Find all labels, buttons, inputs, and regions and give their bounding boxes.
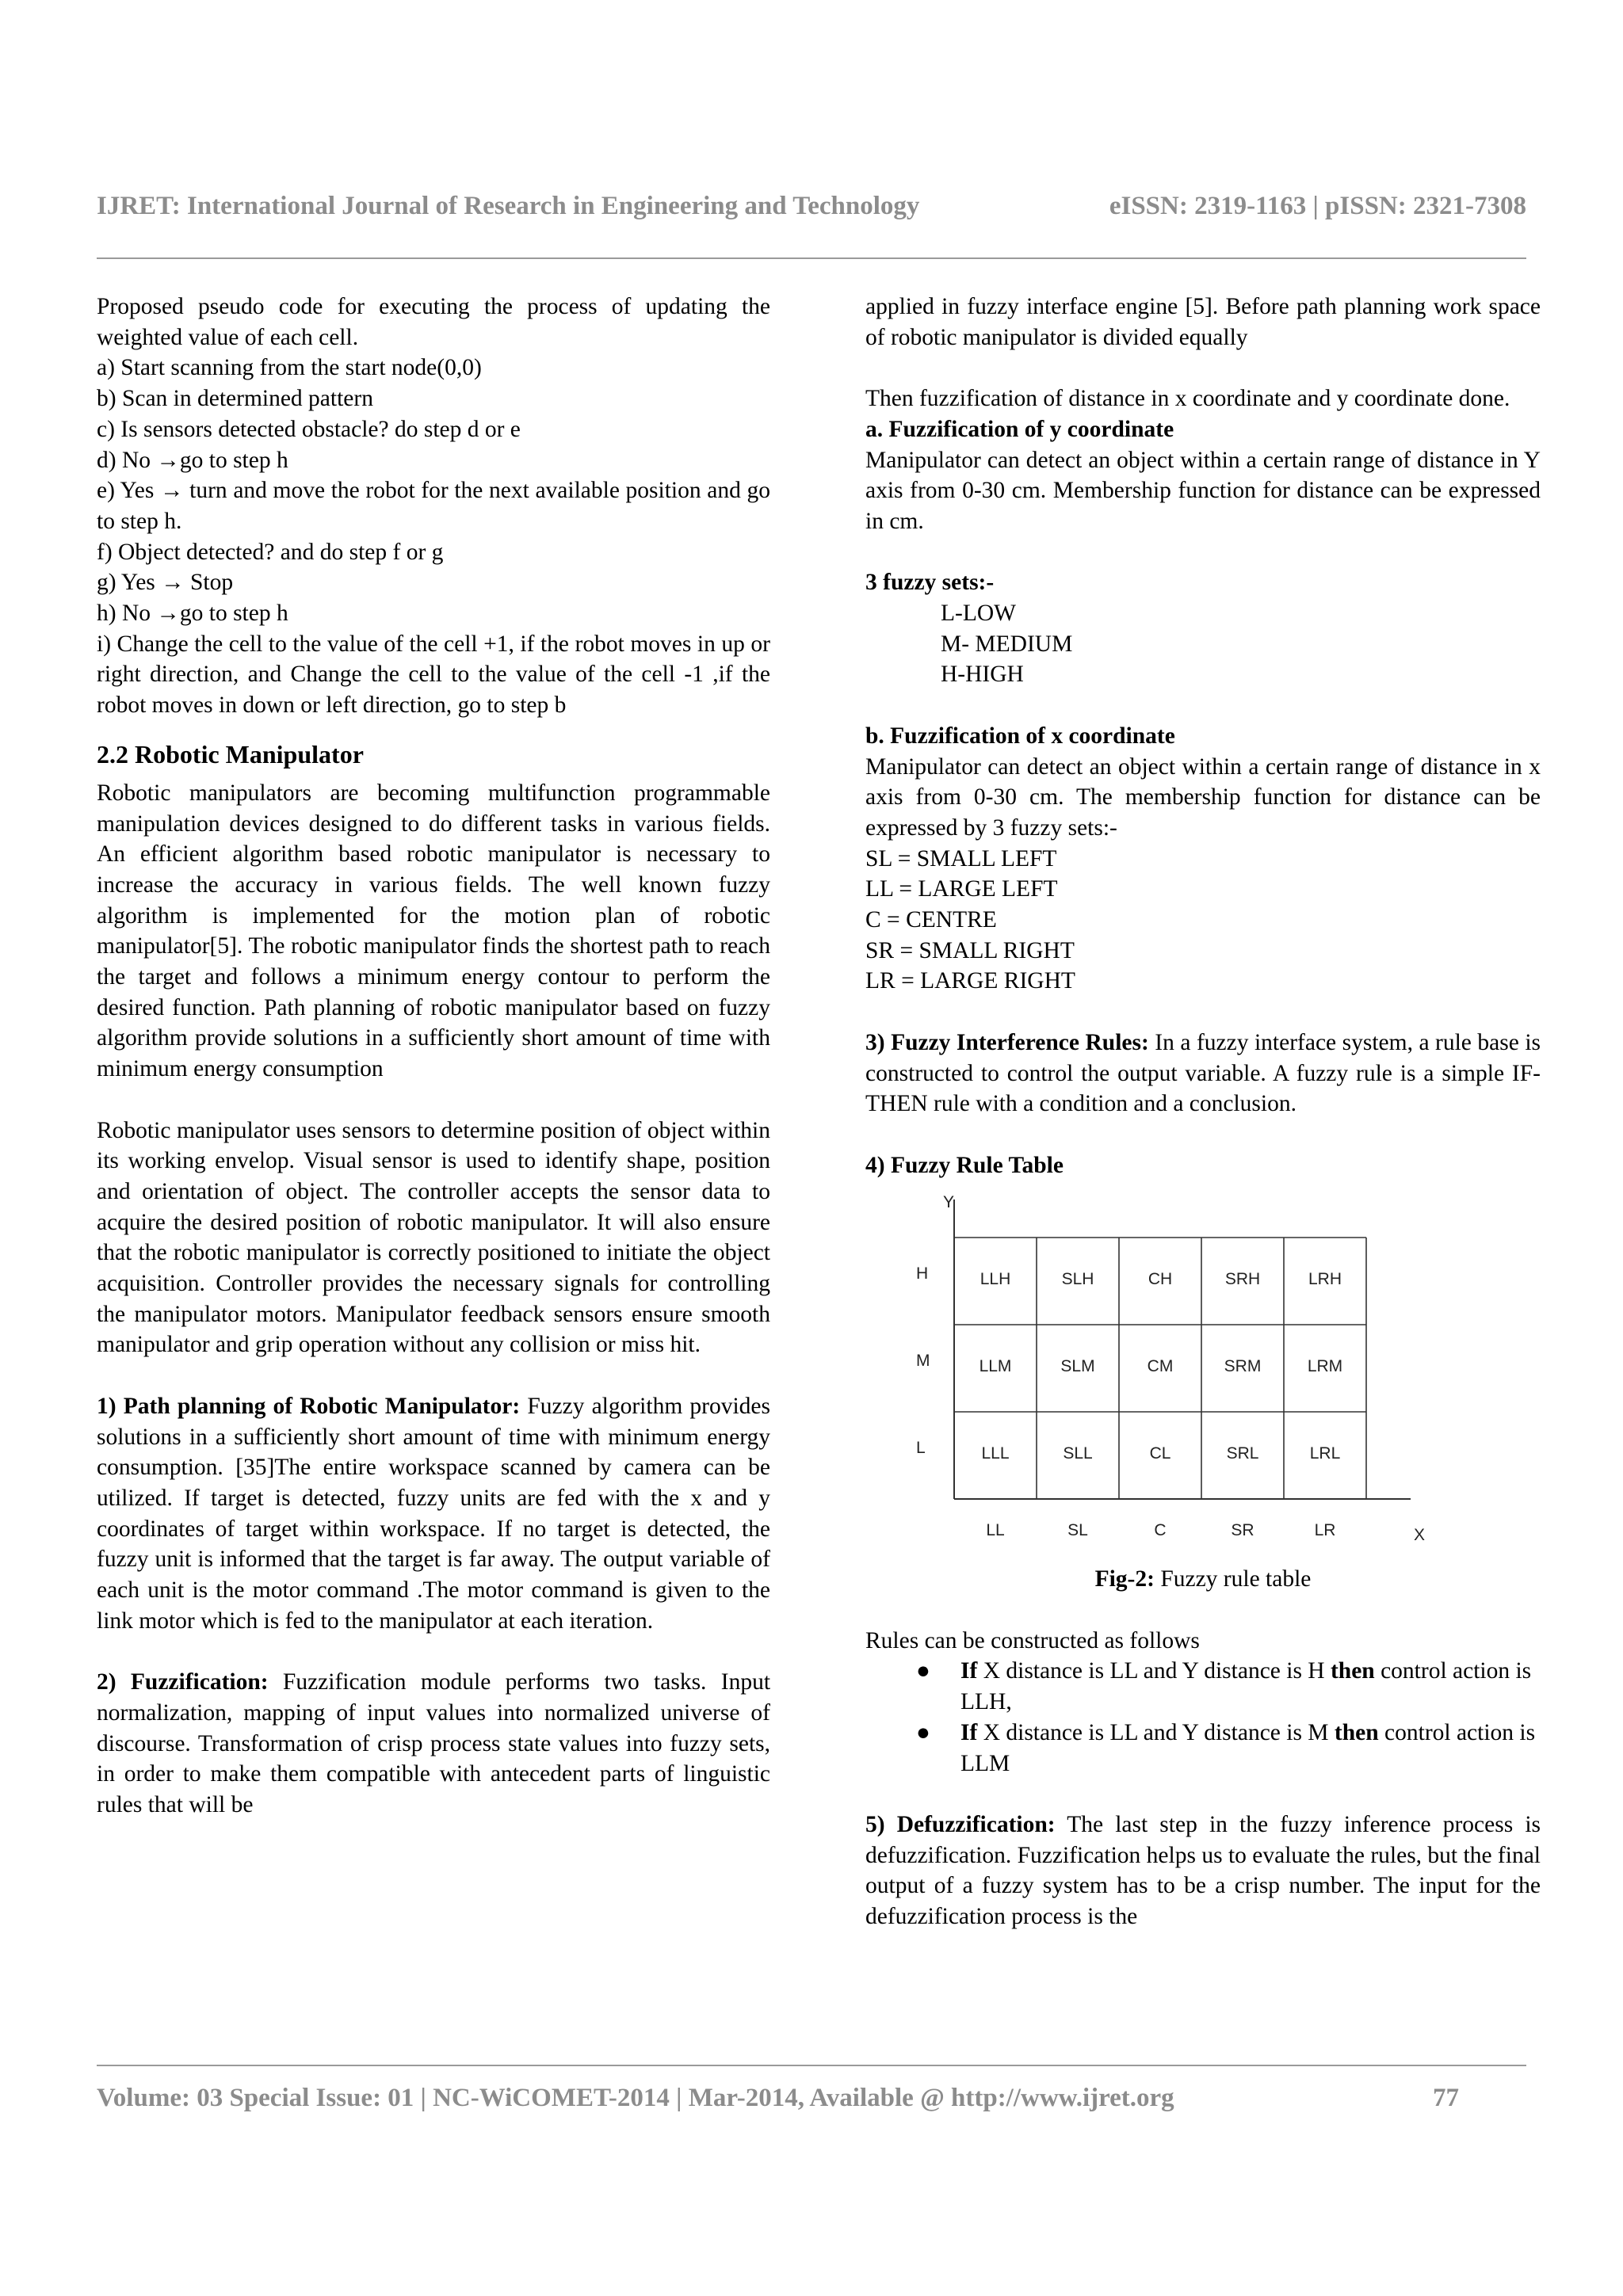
rule-cell: LLH: [980, 1270, 1011, 1289]
fuzzification-heading: 2) Fuzzification:: [97, 1669, 269, 1695]
row-label: L: [916, 1439, 926, 1458]
running-header: [97, 192, 1526, 227]
caption-label: Fig-2:: [1094, 1566, 1155, 1592]
rule-cell: SRL: [1226, 1444, 1259, 1463]
section-title: 2.2 Robotic Manipulator: [97, 739, 364, 769]
col-label: LR: [1314, 1521, 1336, 1540]
step-a: a) Start scanning from the start node(0,0): [97, 355, 482, 381]
col-label: SR: [1231, 1521, 1254, 1540]
path-planning-text: Fuzzy algorithm provides solutions in a sufficiently short amount of time with minimum energy consumption. [35]The entire workspace scanned by camera can be utilized. If target is detected, fuzzy units are fed with the x and y coordinates of target within workspace. If no target is detected, the fuzzy unit is informed that the target is far away. The output variable of each unit is the motor command .The motor command is given to the link motor which is fed to the manipulator at each iteration.: [97, 1393, 771, 1634]
pseudo-intro: Proposed pseudo code for executing the process of updating the weighted value of each cell.: [97, 294, 770, 350]
y-axis-label: Y: [943, 1193, 955, 1212]
set-medium: M- MEDIUM: [941, 631, 1073, 657]
row-label: H: [916, 1264, 929, 1283]
step-b: b) Scan in determined pattern: [97, 386, 373, 412]
step-d: d) No →go to step h: [97, 447, 288, 473]
set-low: L-LOW: [941, 601, 1017, 626]
xset-sr: SR = SMALL RIGHT: [865, 937, 1075, 963]
manipulator-para-1: Robotic manipulators are becoming multifunction programmable manipulation devices designed to do different tasks in various fields. An efficient algorithm based robotic manipulator is necessary to increase the accuracy in various fields. The well known fuzzy algorithm is implemented for the motion plan of robotic manipulator[5]. The robotic manipulator finds the shortest path to reach the target and follows a minimum energy contour to perform the desired function. Path planning of robotic manipulator based on fuzzy algorithm provide solutions in a sufficiently short amount of time with minimum energy consumption: [97, 780, 770, 1082]
footer-rule: [97, 2065, 1526, 2066]
xset-lr: LR = LARGE RIGHT: [865, 968, 1075, 994]
manipulator-para-2: Robotic manipulator uses sensors to determine position of object within its working envelop. Visual sensor is used to identify shape, position and orientation of object. The controller accepts the sensor data to acquire the desired position of robotic manipulator. It will also ensure that the robotic manipulator is correctly positioned to initiate the object acquisition. Controller provides the necessary signals for controlling the manipulator motors. Manipulator feedback sensors ensure smooth manipulator and grip operation without any collision or miss hit.: [97, 1117, 770, 1358]
x-axis-label: X: [1414, 1526, 1426, 1545]
rules-intro: Rules can be constructed as follows: [865, 1627, 1200, 1653]
fuzzy-rule-grid: [865, 1192, 1541, 1564]
path-planning-para: [97, 1391, 770, 1637]
col-label: LL: [986, 1521, 1005, 1540]
rules-para: [865, 1028, 1541, 1119]
defuzz-heading: 5) Defuzzification:: [865, 1811, 1056, 1837]
col-label: SL: [1067, 1521, 1088, 1540]
rule-cell: SLM: [1060, 1357, 1095, 1376]
set-high: H-HIGH: [941, 662, 1024, 688]
xset-ll: LL = LARGE LEFT: [865, 876, 1058, 902]
fuzzification-para: [97, 1667, 770, 1821]
defuzz-text: The last step in the fuzzy inference process is defuzzification. Fuzzification helps us to evaluate the rules, but the final output of a fuzzy system has to be a crisp number. The input for the defuzzification process is the: [865, 1811, 1541, 1930]
header-rule: [97, 257, 1526, 259]
bullet-icon: ●: [916, 1658, 930, 1684]
right-column: [865, 292, 1541, 1932]
rules-list: [865, 1656, 1541, 1779]
fuzzy-rule-figure: [865, 1192, 1541, 1564]
rule-item: ● If X distance is LL and Y distance is H then control action is LLH,: [865, 1656, 1541, 1717]
rule-cell: SRM: [1224, 1357, 1262, 1376]
rule-cell: LLM: [979, 1357, 1012, 1376]
rule-cell: SRH: [1224, 1270, 1261, 1289]
row-label: M: [916, 1352, 930, 1371]
step-g: g) Yes → Stop: [97, 570, 234, 596]
rule-cell: LLL: [981, 1444, 1010, 1463]
figure-caption: [865, 1564, 1541, 1595]
rule-cell: CH: [1148, 1270, 1173, 1289]
then-text: Then fuzzification of distance in x coordinate and y coordinate done.: [865, 386, 1510, 412]
bullet-icon: ●: [916, 1719, 930, 1745]
rule-cell: CM: [1147, 1357, 1174, 1376]
rule-cell: SLH: [1061, 1270, 1094, 1289]
xset-sl: SL = SMALL LEFT: [865, 845, 1057, 871]
footer-text: Volume: 03 Special Issue: 01 | NC-WiCOMET-2014 | Mar-2014, Available @ http://www.ijret.org: [97, 2084, 1174, 2112]
rules-text: In a fuzzy interface system, a rule base is constructed to control the output variable. A fuzzy rule is a simple IF-THEN rule with a condition and a conclusion.: [865, 1029, 1541, 1117]
xset-c: C = CENTRE: [865, 907, 997, 933]
step-f: f) Object detected? and do step f or g: [97, 539, 444, 565]
path-planning-heading: 1) Path planning of Robotic Manipulator:: [97, 1393, 521, 1419]
journal-title: IJRET: International Journal of Research in Engineering and Technology: [97, 192, 920, 220]
step-i: i) Change the cell to the value of the cell +1, if the robot moves in up or right direction, and Change the cell to the value of the cell -1 ,if the robot moves in down or left direction, go to step b: [97, 631, 770, 719]
page-number: 77: [1433, 2084, 1459, 2112]
issn-text: eISSN: 2319-1163 | pISSN: 2321-7308: [1109, 192, 1526, 220]
y-fuzz-text: Manipulator can detect an object within a certain range of distance in Y axis from 0-30 cm. Membership function for distance can be expressed in cm.: [865, 447, 1541, 534]
caption-text: Fuzzy rule table: [1154, 1566, 1312, 1592]
step-c: c) Is sensors detected obstacle? do step d or e: [97, 416, 521, 442]
col-label: C: [1154, 1521, 1167, 1540]
rule-cell: CL: [1149, 1444, 1171, 1463]
step-e: e) Yes → turn and move the robot for the next available position and go to step h.: [97, 478, 770, 534]
x-fuzz-text: Manipulator can detect an object within a certain range of distance in x axis from 0-30 cm. The membership function for distance can be expressed by 3 fuzzy sets:-: [865, 753, 1541, 841]
table-heading: 4) Fuzzy Rule Table: [865, 1152, 1064, 1178]
fuzzification-text: Fuzzification module performs two tasks. Input normalization, mapping of input values into normalized universe of discourse. Transformation of crisp process state values into fuzzy sets, in order to make them compatible with antecedent parts of linguistic rules that will be: [97, 1669, 771, 1817]
left-column: [97, 292, 770, 1821]
rule-cell: LRL: [1309, 1444, 1341, 1463]
continued-text: applied in fuzzy interface engine [5]. Before path planning work space of robotic manipulator is divided equally: [865, 294, 1541, 350]
rule-cell: SLL: [1063, 1444, 1093, 1463]
x-fuzz-heading: b. Fuzzification of x coordinate: [865, 723, 1175, 749]
rules-heading: 3) Fuzzy Interference Rules:: [865, 1029, 1149, 1055]
step-h: h) No →go to step h: [97, 601, 288, 627]
rule-cell: LRH: [1308, 1270, 1342, 1289]
y-fuzz-heading: a. Fuzzification of y coordinate: [865, 416, 1174, 442]
rule-cell: LRM: [1307, 1357, 1343, 1376]
fuzzy-sets-heading: 3 fuzzy sets:-: [865, 570, 995, 596]
rule-item: ● If X distance is LL and Y distance is M then control action is LLM: [865, 1718, 1541, 1779]
defuzz-para: [865, 1810, 1541, 1932]
